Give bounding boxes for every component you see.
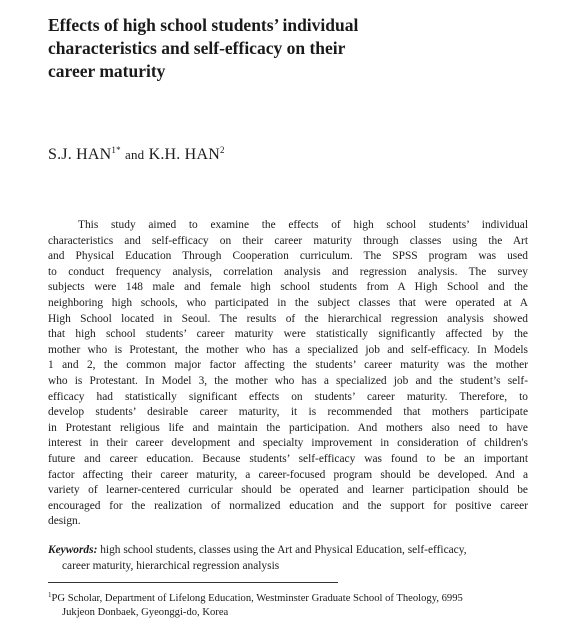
keywords-line bbox=[48, 543, 528, 559]
abstract-line: future and career education. Because students’ self-efficacy was found to be an important bbox=[48, 452, 528, 465]
abstract-line: mother who is Protestant, the mother who has a specialized job and self-efficacy. In Models bbox=[48, 343, 528, 356]
abstract-line: factor affecting their career maturity, a career-focused program should be developed. And a bbox=[48, 468, 528, 481]
author-name: K.H. HAN bbox=[148, 146, 220, 163]
abstract-line: who is Protestant. In Model 3, the mother who has a specialized job and the student’s self- bbox=[48, 374, 528, 387]
abstract bbox=[48, 218, 528, 530]
keywords-text: career maturity, hierarchical regression analysis bbox=[62, 559, 280, 572]
footnote-line bbox=[48, 588, 528, 606]
title-line: career maturity bbox=[48, 61, 166, 81]
footnote-divider bbox=[48, 582, 338, 583]
author-conjunction: and bbox=[125, 147, 145, 162]
affiliation-footnote bbox=[48, 588, 528, 620]
abstract-line: interest in their career development and specialty improvement in consideration of children's bbox=[48, 437, 528, 450]
author-list bbox=[48, 145, 225, 164]
author-affiliation-mark: 1* bbox=[111, 145, 121, 155]
abstract-line: variety of learner-centered curricular should be operated and learner participation should be bbox=[48, 484, 528, 497]
abstract-line: encouraged for the realization of normalized education and the support for positive career bbox=[48, 499, 528, 512]
abstract-line: This study aimed to examine the effects of high school students’ individual bbox=[78, 219, 528, 231]
author-affiliation-mark: 2 bbox=[219, 145, 225, 155]
author-name: S.J. HAN bbox=[48, 146, 112, 163]
abstract-line: that high school students’ career maturity were statistically significantly affected by the bbox=[48, 328, 528, 341]
footnote-text: PG Scholar, Department of Lifelong Education, Westminster Graduate School of Theology, 6995 bbox=[51, 593, 463, 604]
keywords-label: Keywords: bbox=[48, 544, 98, 556]
footnote-text: Jukjeon Donbaek, Gyeonggi-do, Korea bbox=[62, 607, 229, 618]
abstract-line: to conduct frequency analysis, correlation analysis and regression analysis. The survey bbox=[48, 265, 528, 278]
abstract-line: design. bbox=[48, 515, 81, 528]
title-line: characteristics and self-efficacy on their bbox=[48, 38, 346, 58]
keywords bbox=[48, 543, 528, 574]
abstract-line: neighboring high schools, who participated in the subject classes that were operated at A bbox=[48, 296, 528, 309]
abstract-line: in Protestant religious life and maintain the participation. And mothers also need to have bbox=[48, 421, 528, 434]
abstract-line: 1 and 2, the common major factor affecting the students’ career maturity was the mother bbox=[48, 359, 528, 372]
abstract-line: efficacy had statistically significant effects on students’ career maturity. Therefore, to bbox=[48, 390, 528, 403]
abstract-line: and Physical Education Through Cooperation curriculum. The SPSS program was used bbox=[48, 250, 528, 263]
title-line: Effects of high school students’ individual bbox=[48, 15, 359, 35]
keywords-text: high school students, classes using the Art and Physical Education, self-efficacy, bbox=[100, 544, 467, 556]
abstract-line: develop students’ desirable career maturity, it is recommended that mothers participate bbox=[48, 406, 528, 419]
abstract-line: subjects were 148 male and female high school students from A High School and the bbox=[48, 281, 528, 294]
footnote-mark: 1 bbox=[48, 591, 52, 599]
abstract-line: characteristics and self-efficacy on their career maturity through classes using the Art bbox=[48, 234, 528, 247]
paper-title bbox=[48, 14, 468, 83]
abstract-line: High School located in Seoul. The results of the hierarchical regression analysis showed bbox=[48, 312, 528, 325]
